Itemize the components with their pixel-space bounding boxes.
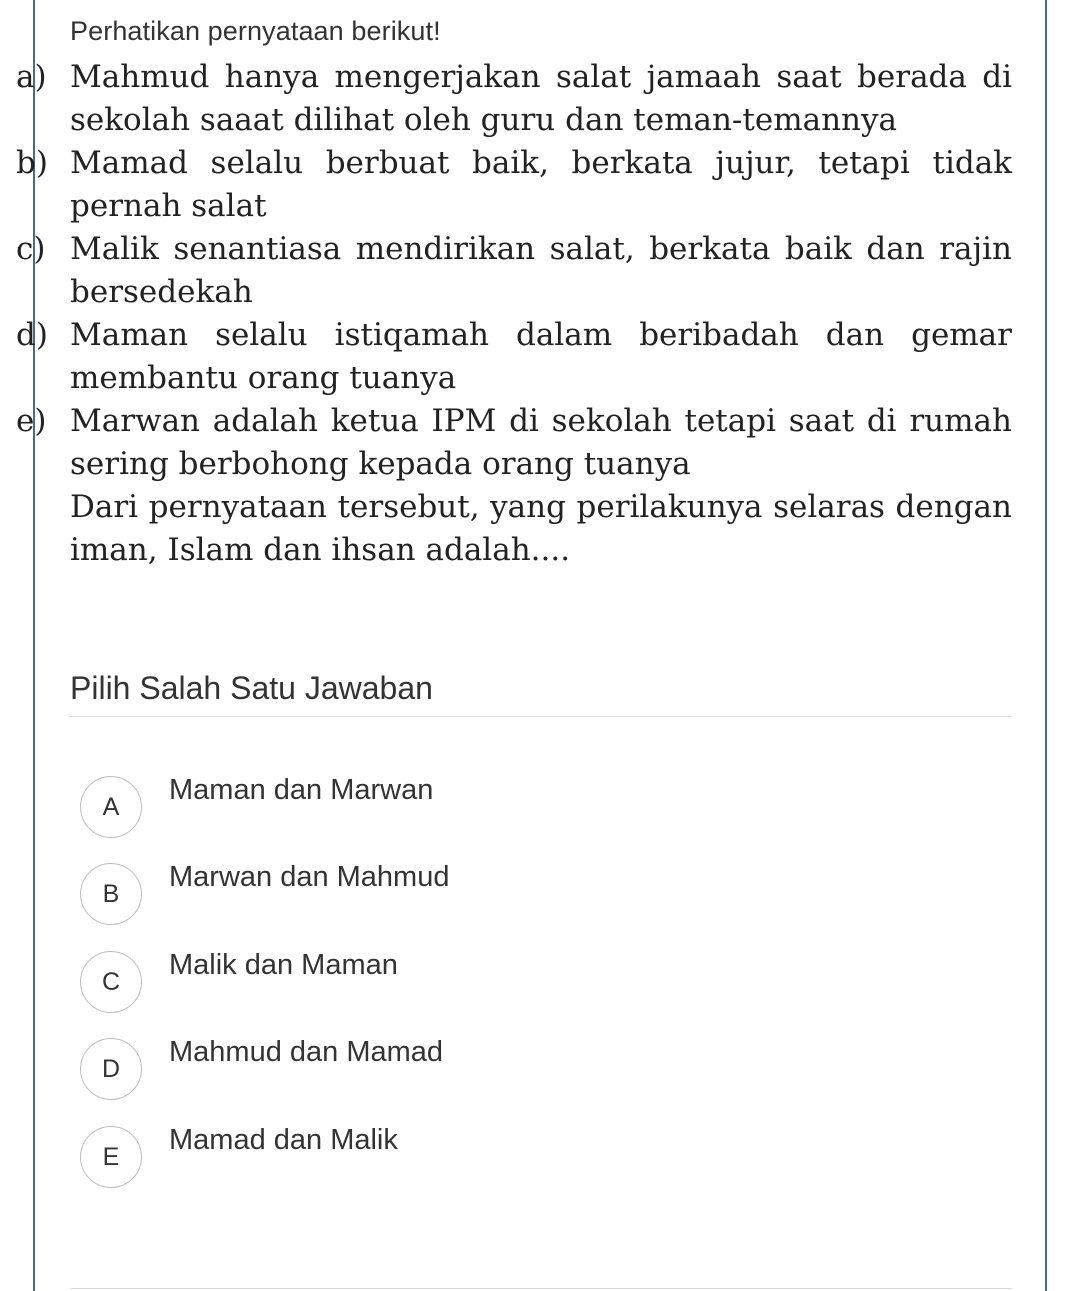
statement-item <box>0 400 1012 486</box>
statement-text: Marwan adalah ketua IPM di sekolah tetapi saat di rumah sering berbohong kepada orang tuanya <box>70 403 1012 482</box>
question-text: Dari pernyataan tersebut, yang perilakunya selaras dengan iman, Islam dan ihsan adalah.... <box>70 489 1012 568</box>
statement-marker: d) <box>16 317 48 353</box>
choose-answer-heading: Pilih Salah Satu Jawaban <box>70 670 433 706</box>
statement-text: Mamad selalu berbuat baik, berkata jujur, tetapi tidak pernah salat <box>70 145 1012 224</box>
answer-option-b[interactable] <box>80 863 880 927</box>
statement-marker: c) <box>16 231 46 267</box>
statement-item <box>0 314 1012 400</box>
option-letter-circle[interactable]: E <box>80 1126 142 1188</box>
answer-option-e[interactable] <box>80 1126 880 1190</box>
instruction-text: Perhatikan pernyataan berikut! <box>70 16 441 46</box>
answer-option-c[interactable] <box>80 951 880 1015</box>
statement-item <box>0 56 1012 142</box>
divider <box>70 1288 1012 1289</box>
option-letter-circle[interactable]: D <box>80 1038 142 1100</box>
option-label[interactable]: Mahmud dan Mamad <box>169 1036 444 1068</box>
statement-marker: b) <box>16 145 48 181</box>
option-label[interactable]: Marwan dan Mahmud <box>169 861 450 893</box>
statement-text: Malik senantiasa mendirikan salat, berkata baik dan rajin bersedekah <box>70 231 1012 310</box>
option-label[interactable]: Maman dan Marwan <box>169 774 434 806</box>
option-label[interactable]: Malik dan Maman <box>169 949 398 981</box>
option-letter-circle[interactable]: B <box>80 863 142 925</box>
answer-option-a[interactable] <box>80 776 880 840</box>
statement-text: Maman selalu istiqamah dalam beribadah dan gemar membantu orang tuanya <box>70 317 1012 396</box>
statement-list <box>0 56 1080 572</box>
statement-marker: e) <box>16 403 47 439</box>
statement-text: Mahmud hanya mengerjakan salat jamaah saat berada di sekolah saaat dilihat oleh guru dan teman-temannya <box>70 59 1012 138</box>
statement-item <box>0 142 1012 228</box>
option-letter-circle[interactable]: A <box>80 776 142 838</box>
option-letter-circle[interactable]: C <box>80 951 142 1013</box>
option-label[interactable]: Mamad dan Malik <box>169 1124 398 1156</box>
statement-marker: a) <box>16 59 47 95</box>
statement-item <box>0 228 1012 314</box>
divider <box>70 716 1012 717</box>
answer-option-d[interactable] <box>80 1038 880 1102</box>
